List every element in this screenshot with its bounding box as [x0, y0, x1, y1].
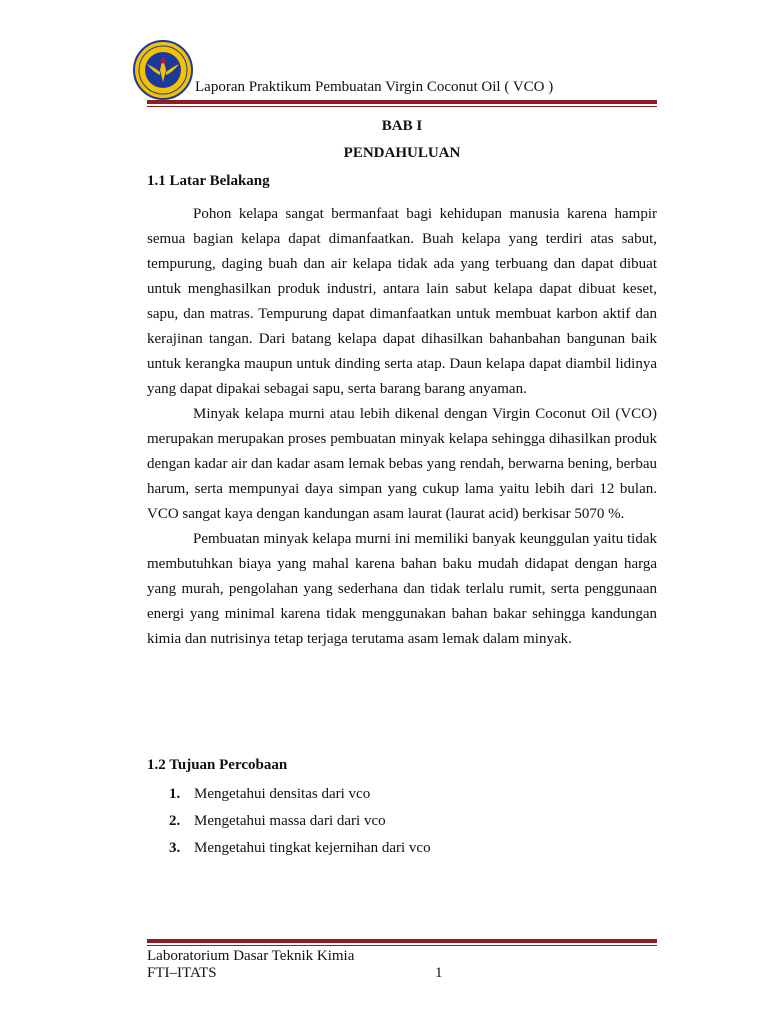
objectives-list — [169, 783, 649, 864]
list-item-number: 3. — [169, 840, 181, 856]
paragraph: Pohon kelapa sangat bermanfaat bagi kehidupan manusia karena hampir semua bagian kelapa dapat dimanfaatkan. Buah kelapa yang terdiri atas sabut, tempurung, daging buah dan air kelapa tidak ada yang terbuang dan dapat dibuat untuk menghasilkan produk industri, antara lain sabut kelapa dapat dibuat keset, sapu, dan matras. Tempurung dapat dimanfaatkan untuk membuat karbon aktif dan kerajinan tangan. Dari batang kelapa dapat dihasilkan bahanbahan bangunan baik untuk kerangka maupun untuk dinding serta atap. Daun kelapa dapat diambil lidinya yang dapat dipakai sebagai sapu, serta barang barang anyaman. — [147, 206, 657, 397]
header-rule-thin — [147, 106, 657, 107]
footer-rule-thick — [147, 939, 657, 943]
list-item — [169, 783, 649, 810]
footer-lab-name: Laboratorium Dasar Teknik Kimia — [147, 948, 355, 964]
section-heading-latar-belakang: 1.1 Latar Belakang — [147, 173, 270, 189]
page-number: 1 — [435, 965, 443, 981]
chapter-title: PENDAHULUAN — [343, 145, 461, 161]
footer-rule-thin — [147, 945, 657, 946]
section-heading-tujuan-percobaan: 1.2 Tujuan Percobaan — [147, 757, 288, 773]
list-item — [169, 837, 649, 864]
list-item-number: 1. — [169, 786, 181, 802]
paragraph: Minyak kelapa murni atau lebih dikenal dengan Virgin Coconut Oil (VCO) merupakan merupakan proses pembuatan minyak kelapa sehingga dihasilkan produk dengan kadar air dan kadar asam lemak bebas yang rendah, berwarna bening, berbau harum, serta mempunyai daya simpan yang cukup lama yaitu lebih dari 12 bulan. VCO sangat kaya dengan kandungan asam laurat (laurat acid) berkisar 5070 %. — [147, 406, 657, 522]
chapter-label: BAB I — [381, 118, 423, 134]
list-item-text: Mengetahui densitas dari vco — [194, 786, 371, 802]
paragraph: Pembuatan minyak kelapa murni ini memiliki banyak keunggulan yaitu tidak membutuhkan biaya yang mahal karena bahan baku mudah didapat dengan harga yang murah, pengolahan yang sederhana dan tidak terlalu rumit, serta penggunaan energi yang minimal karena tidak menggunakan bahan bakar sehingga kandungan kimia dan nutrisinya tetap terjaga terutama asam lemak dalam minyak. — [147, 531, 657, 647]
header-rule-thick — [147, 100, 657, 104]
list-item-number: 2. — [169, 813, 181, 829]
footer-institution: FTI–ITATS — [147, 965, 217, 981]
list-item-text: Mengetahui tingkat kejernihan dari vco — [194, 840, 431, 856]
list-item — [169, 810, 649, 837]
list-item-text: Mengetahui massa dari dari vco — [194, 813, 386, 829]
institute-logo — [133, 40, 193, 100]
section-body-latar-belakang — [147, 202, 657, 652]
header-title: Laporan Praktikum Pembuatan Virgin Coconut Oil ( VCO ) — [195, 79, 554, 95]
